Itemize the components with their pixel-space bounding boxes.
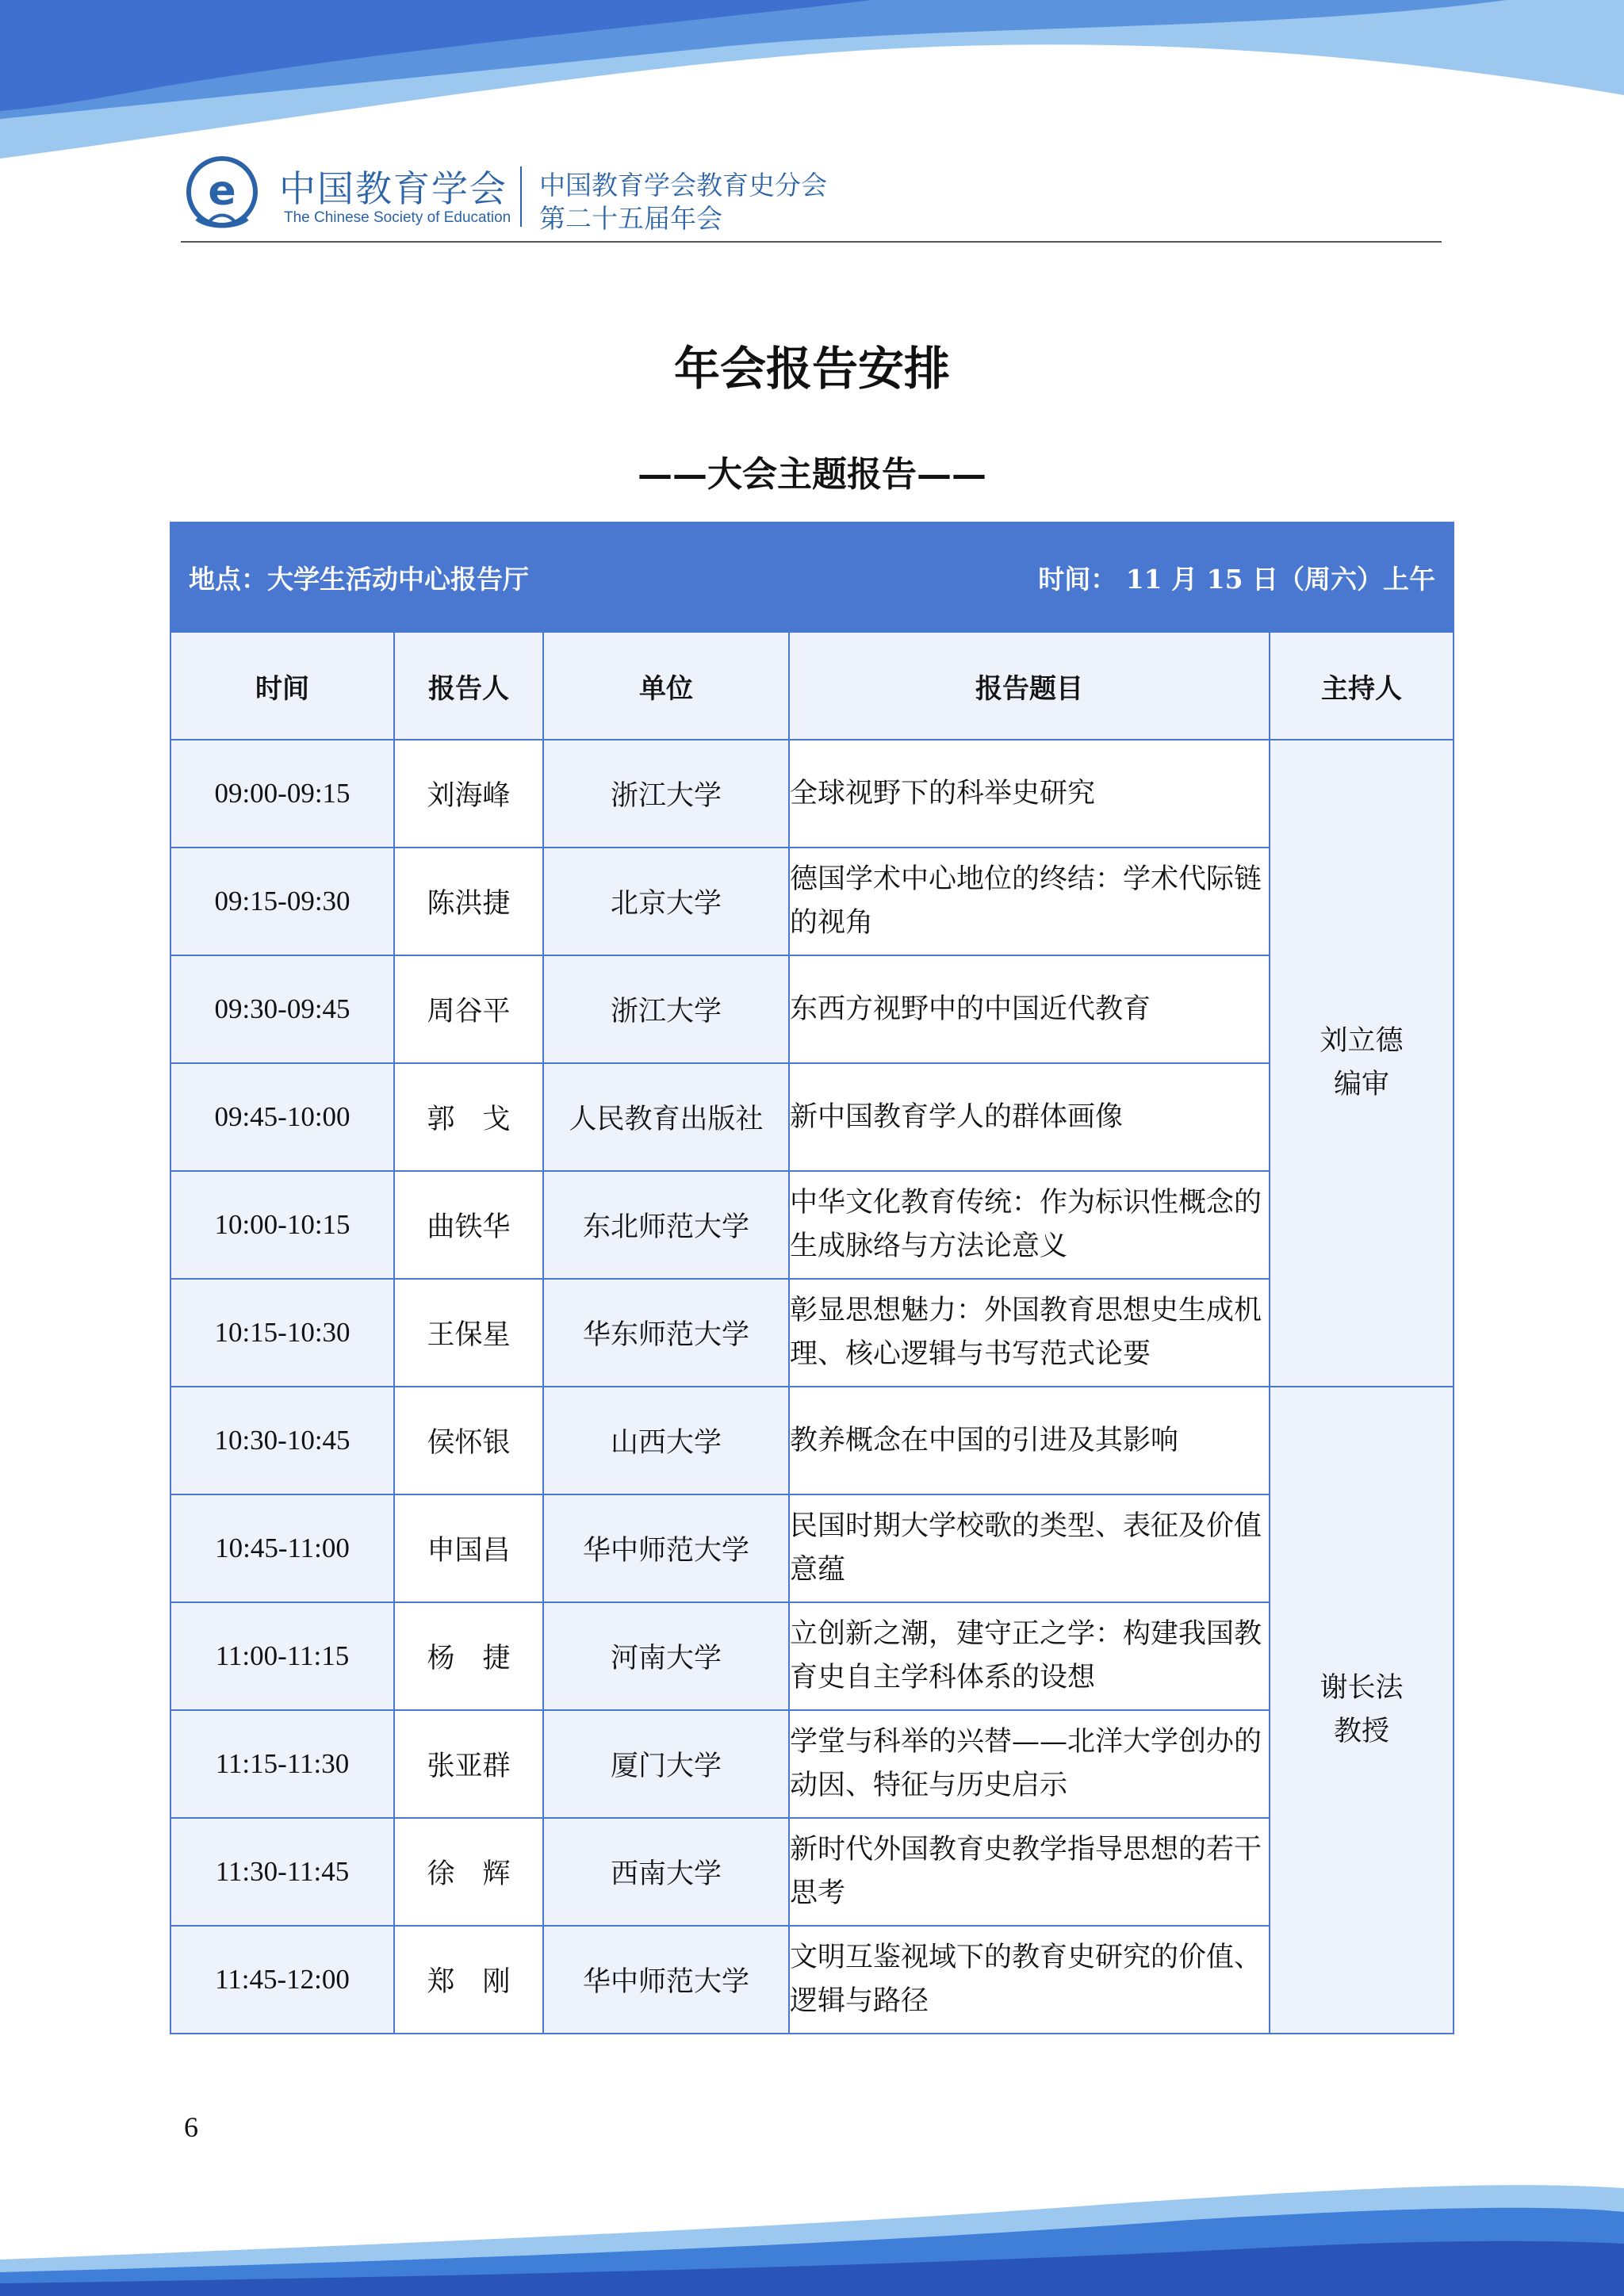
table-row [170, 1710, 1454, 1818]
unit-cell: 人民教育出版社 [543, 1063, 789, 1171]
schedule-table [170, 522, 1454, 2034]
time-cell: 11:45-12:00 [170, 1926, 394, 2034]
column-header-speaker: 报告人 [394, 632, 543, 740]
page-title: 年会报告安排 [673, 342, 950, 396]
table-row [170, 1494, 1454, 1602]
speaker-cell: 郭 戈 [394, 1063, 543, 1171]
conference-name: 中国教育学会教育史分会 [539, 170, 827, 201]
unit-cell: 山西大学 [543, 1387, 789, 1494]
conference-edition: 第二十五届年会 [539, 203, 722, 234]
topic-cell: 教养概念在中国的引进及其影响 [789, 1387, 1270, 1494]
table-row [170, 1818, 1454, 1926]
speaker-cell: 杨 捷 [394, 1602, 543, 1710]
bottom-wave-decoration [0, 2172, 1624, 2296]
column-header-unit: 单位 [543, 632, 789, 740]
table-row [170, 1602, 1454, 1710]
column-header-topic: 报告题目 [789, 632, 1270, 740]
host-name: 刘立德 [1320, 1025, 1404, 1057]
page-number: 6 [184, 2111, 198, 2143]
table-row [170, 955, 1454, 1063]
host-cell [1270, 740, 1454, 1387]
table-row [170, 1279, 1454, 1387]
society-logo-icon [181, 155, 263, 235]
speaker-cell: 郑 刚 [394, 1926, 543, 2034]
unit-cell: 浙江大学 [543, 955, 789, 1063]
session-time: 时间： 11 月 15 日（周六）上午 [1038, 563, 1436, 595]
unit-cell: 浙江大学 [543, 740, 789, 848]
session-location: 地点：大学生活动中心报告厅 [189, 563, 529, 595]
unit-cell: 华中师范大学 [543, 1926, 789, 2034]
topic-cell: 民国时期大学校歌的类型、表征及价值意蕴 [789, 1494, 1270, 1602]
time-cell: 09:15-09:30 [170, 848, 394, 955]
header-rule [181, 241, 1442, 243]
topic-cell: 全球视野下的科举史研究 [789, 740, 1270, 848]
topic-cell: 立创新之潮，建守正之学：构建我国教育史自主学科体系的设想 [789, 1602, 1270, 1710]
unit-cell: 河南大学 [543, 1602, 789, 1710]
time-cell: 11:15-11:30 [170, 1710, 394, 1818]
speaker-cell: 曲铁华 [394, 1171, 543, 1279]
top-wave-decoration [0, 0, 1624, 166]
table-row [170, 1926, 1454, 2034]
table-header-row [170, 632, 1454, 740]
time-cell: 10:00-10:15 [170, 1171, 394, 1279]
speaker-cell: 申国昌 [394, 1494, 543, 1602]
host-title: 教授 [1334, 1716, 1390, 1747]
topic-cell: 东西方视野中的中国近代教育 [789, 955, 1270, 1063]
speaker-cell: 侯怀银 [394, 1387, 543, 1494]
host-name: 谢长法 [1320, 1672, 1404, 1704]
time-cell: 09:30-09:45 [170, 955, 394, 1063]
host-title: 编审 [1334, 1069, 1390, 1100]
time-cell: 09:45-10:00 [170, 1063, 394, 1171]
session-info-cell [170, 522, 1454, 632]
table-row [170, 1171, 1454, 1279]
time-cell: 11:30-11:45 [170, 1818, 394, 1926]
topic-cell: 新时代外国教育史教学指导思想的若干思考 [789, 1818, 1270, 1926]
table-row [170, 1063, 1454, 1171]
time-cell: 10:45-11:00 [170, 1494, 394, 1602]
topic-cell: 中华文化教育传统：作为标识性概念的生成脉络与方法论意义 [789, 1171, 1270, 1279]
table-row [170, 1387, 1454, 1494]
column-header-time: 时间 [170, 632, 394, 740]
unit-cell: 东北师范大学 [543, 1171, 789, 1279]
svg-text:e: e [208, 167, 236, 215]
time-cell: 11:00-11:15 [170, 1602, 394, 1710]
column-header-host: 主持人 [1270, 632, 1454, 740]
time-cell: 09:00-09:15 [170, 740, 394, 848]
time-cell: 10:30-10:45 [170, 1387, 394, 1494]
unit-cell: 西南大学 [543, 1818, 789, 1926]
speaker-cell: 张亚群 [394, 1710, 543, 1818]
speaker-cell: 刘海峰 [394, 740, 543, 848]
section-subtitle: ——大会主题报告—— [638, 454, 986, 495]
unit-cell: 北京大学 [543, 848, 789, 955]
unit-cell: 华中师范大学 [543, 1494, 789, 1602]
topic-cell: 学堂与科举的兴替——北洋大学创办的动因、特征与历史启示 [789, 1710, 1270, 1818]
table-row [170, 848, 1454, 955]
host-cell [1270, 1387, 1454, 2034]
logo-chinese-name: 中国教育学会 [279, 167, 508, 210]
speaker-cell: 徐 辉 [394, 1818, 543, 1926]
session-info-row [170, 522, 1454, 632]
topic-cell: 新中国教育学人的群体画像 [789, 1063, 1270, 1171]
speaker-cell: 陈洪捷 [394, 848, 543, 955]
logo-english-name: The Chinese Society of Education [284, 209, 511, 226]
topic-cell: 德国学术中心地位的终结：学术代际链的视角 [789, 848, 1270, 955]
topic-cell: 彰显思想魅力：外国教育思想史生成机理、核心逻辑与书写范式论要 [789, 1279, 1270, 1387]
time-cell: 10:15-10:30 [170, 1279, 394, 1387]
table-row [170, 740, 1454, 848]
unit-cell: 厦门大学 [543, 1710, 789, 1818]
header-separator [520, 166, 522, 227]
header [181, 152, 1442, 243]
speaker-cell: 王保星 [394, 1279, 543, 1387]
speaker-cell: 周谷平 [394, 955, 543, 1063]
unit-cell: 华东师范大学 [543, 1279, 789, 1387]
topic-cell: 文明互鉴视域下的教育史研究的价值、逻辑与路径 [789, 1926, 1270, 2034]
